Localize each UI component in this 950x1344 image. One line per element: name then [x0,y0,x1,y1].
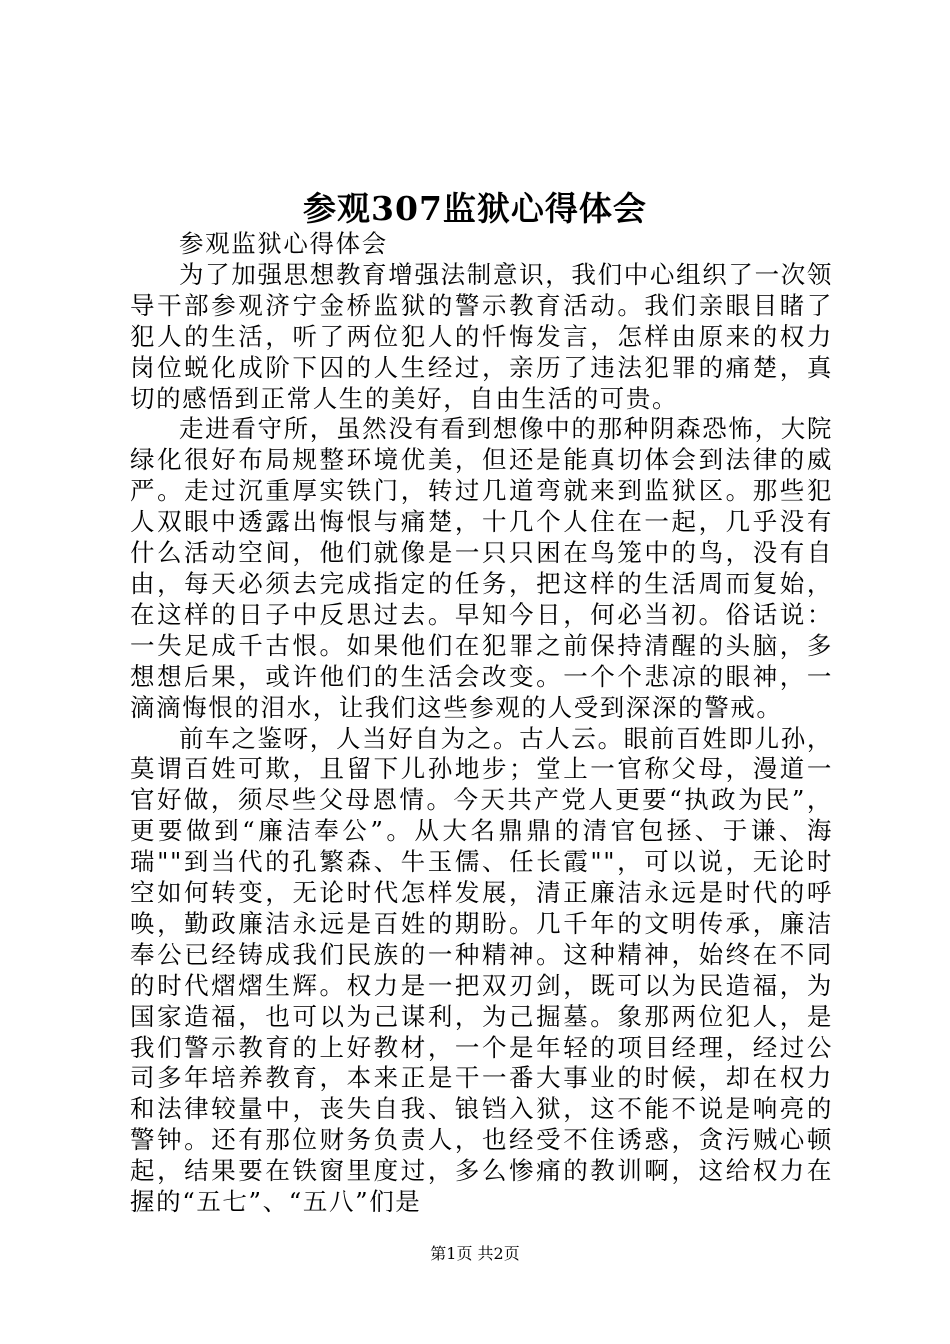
paragraph: 为了加强思想教育增强法制意识，我们中心组织了一次领导干部参观济宁金桥监狱的警示教育活动。我们亲眼目睹了犯人的生活，听了两位犯人的忏悔发言，怎样由原来的权力岗位蜕化成阶下囚的人生经过，亲历了违法犯罪的痛楚，真切的感悟到正常人生的美好，自由生活的可贵。 [130,259,833,413]
paragraph-subtitle: 参观监狱心得体会 [179,229,388,258]
paragraph: 走进看守所，虽然没有看到想像中的那种阴森恐怖，大院绿化很好布局规整环境优美，但还是能真切体会到法律的威严。走过沉重厚实铁门，转过几道弯就来到监狱区。那些犯人双眼中透露出悔恨与痛楚，十几个人住在一起，几乎没有什么活动空间，他们就像是一只只困在鸟笼中的鸟，没有自由，每天必须去完成指定的任务，把这样的生活周而复始，在这样的日子中反思过去。早知今日，何必当初。俗话说：一失足成千古恨。如果他们在犯罪之前保持清醒的头脑，多想想后果，或许他们的生活会改变。一个个悲凉的眼神，一滴滴悔恨的泪水，让我们这些参观的人受到深深的警戒。 [130,414,833,722]
document-title: 参观307监狱心得体会 [303,189,647,228]
document-body [130,229,833,1218]
paragraph: 前车之鉴呀，人当好自为之。古人云。眼前百姓即儿孙，莫谓百姓可欺，且留下儿孙地步；堂上一官称父母，漫道一官好做，须尽些父母恩情。今天共产党人更要“执政为民”，更要做到“廉洁奉公”。从大名鼎鼎的清官包拯、于谦、海瑞""到当代的孔繁森、牛玉儒、任长霞""，可以说，无论时空如何转变，无论时代怎样发展，清正廉洁永远是时代的呼唤，勤政廉洁永远是百姓的期盼。几千年的文明传承，廉洁奉公已经铸成我们民族的一种精神。这种精神，始终在不同的时代熠熠生辉。权力是一把双刃剑，既可以为民造福，为国家造福，也可以为己谋利，为己掘墓。象那两位犯人，是我们警示教育的上好教材，一个是年轻的项目经理，经过公司多年培养教育，本来正是干一番大事业的时候，却在权力和法律较量中，丧失自我、锒铛入狱，这不能不说是响亮的警钟。还有那位财务负责人，也经受不住诱惑，贪污贼心顿起，结果要在铁窗里度过，多么惨痛的教训啊，这给权力在握的“五七”、“五八”们是 [130,723,833,1217]
page-footer: 第1页 共2页 [430,1244,520,1263]
